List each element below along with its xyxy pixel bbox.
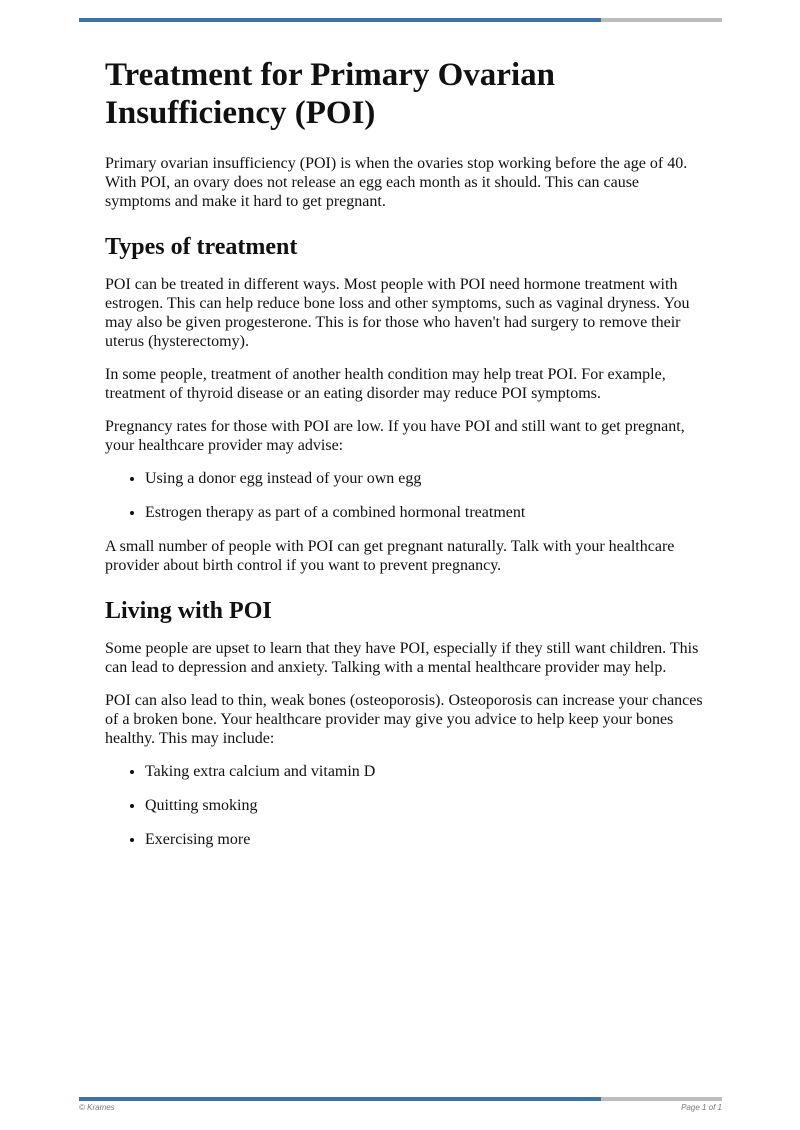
bullet-list <box>105 762 705 849</box>
list-item: • Exercising more <box>145 830 705 849</box>
list-item: • Taking extra calcium and vitamin D <box>145 762 705 781</box>
footer-rule-accent <box>79 1097 601 1101</box>
footer-rule <box>79 1097 722 1101</box>
footer-rule-gray <box>601 1097 722 1101</box>
paragraph: A small number of people with POI can get pregnant naturally. Talk with your healthcare provider about birth control if you want to prevent pregnancy. <box>105 538 675 574</box>
article <box>105 56 705 864</box>
paragraph: Pregnancy rates for those with POI are low. If you have POI and still want to get pregnant, your healthcare provider may advise: <box>105 418 685 454</box>
intro-paragraph: Primary ovarian insufficiency (POI) is when the ovaries stop working before the age of 40. With POI, an ovary does not release an egg each month as it should. This can cause symptoms and make it hard to get pregnant. <box>105 155 688 210</box>
copyright-text: © Krames <box>79 1103 115 1112</box>
section-heading: Living with POI <box>105 598 272 624</box>
header-rule-accent <box>79 18 601 22</box>
paragraph: Some people are upset to learn that they have POI, especially if they still want children. This can lead to depression and anxiety. Talking with a mental healthcare provider may help. <box>105 640 699 676</box>
list-item: • Quitting smoking <box>145 796 705 815</box>
header-rule <box>79 18 722 22</box>
section-types-of-treatment <box>105 233 705 575</box>
section-living-with-poi <box>105 597 705 849</box>
page-footer <box>79 1103 722 1112</box>
list-item: • Estrogen therapy as part of a combined hormonal treatment <box>145 503 705 522</box>
page-number: Page 1 of 1 <box>681 1103 722 1112</box>
page-title: Treatment for Primary Ovarian Insufficiency (POI) <box>105 57 555 131</box>
paragraph: POI can also lead to thin, weak bones (osteoporosis). Osteoporosis can increase your chances of a broken bone. Your healthcare provider may give you advice to help keep your bones healthy. This may include: <box>105 692 703 747</box>
bullet-list <box>105 469 705 522</box>
paragraph: In some people, treatment of another health condition may help treat POI. For example, treatment of thyroid disease or an eating disorder may reduce POI symptoms. <box>105 366 666 402</box>
list-item: • Using a donor egg instead of your own egg <box>145 469 705 488</box>
header-rule-gray <box>601 18 722 22</box>
paragraph: POI can be treated in different ways. Most people with POI need hormone treatment with estrogen. This can help reduce bone loss and other symptoms, such as vaginal dryness. You may also be given progesterone. This is for those who haven't had surgery to remove their uterus (hysterectomy). <box>105 276 690 350</box>
section-heading: Types of treatment <box>105 234 298 260</box>
